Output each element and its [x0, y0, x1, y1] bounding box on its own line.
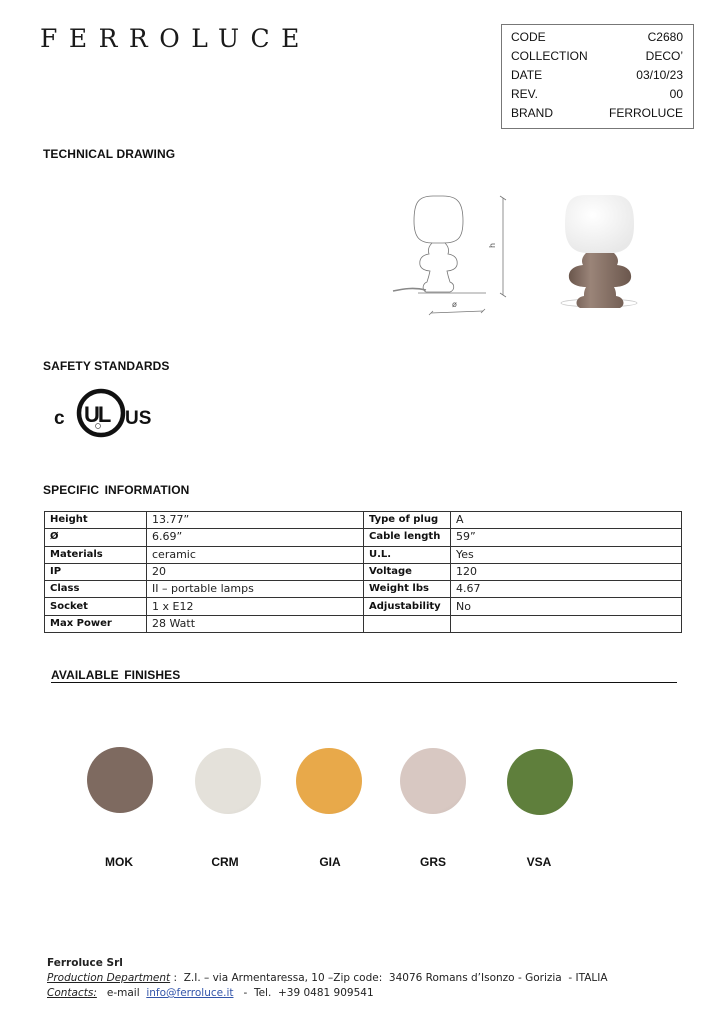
spec-value: 6.69” [147, 529, 364, 546]
spec-value: II – portable lamps [147, 581, 364, 598]
specifications-table [44, 511, 682, 633]
specific-information-heading: SPECIFIC INFORMATION [43, 483, 190, 497]
meta-label: CODE [511, 30, 546, 44]
finish-swatch-mok [87, 747, 153, 813]
ul-logo-c: c [54, 408, 65, 429]
email-link[interactable]: info@ferroluce.it [146, 987, 234, 999]
spec-label: Materials [45, 546, 147, 563]
spec-value: A [451, 512, 682, 529]
ul-logo-mark: UL [84, 402, 110, 427]
diameter-dimension-label: ø [452, 300, 457, 309]
production-department-label: Production Department [47, 972, 171, 984]
finish-label-mok: MOK [105, 855, 133, 869]
meta-label: COLLECTION [511, 49, 588, 63]
spec-value: 28 Watt [147, 615, 364, 632]
spec-label: Type of plug [364, 512, 451, 529]
spec-value: No [451, 598, 682, 615]
spec-label: Cable length [364, 529, 451, 546]
spec-value: 4.67 [451, 581, 682, 598]
table-row [45, 546, 682, 563]
lamp-line-drawing [388, 183, 510, 323]
ul-certification-logo [51, 385, 151, 441]
spec-label [364, 615, 451, 632]
spec-value [451, 615, 682, 632]
spec-value: 1 x E12 [147, 598, 364, 615]
spec-value: 20 [147, 563, 364, 580]
spec-label: IP [45, 563, 147, 580]
meta-value: C2680 [647, 30, 683, 44]
document-meta-box [501, 24, 694, 129]
spec-label: Height [45, 512, 147, 529]
email-prefix: e-mail [96, 987, 147, 999]
phone-number: - Tel. +39 0481 909541 [233, 987, 374, 999]
production-line [47, 971, 608, 986]
spec-value: ceramic [147, 546, 364, 563]
spec-label: Class [45, 581, 147, 598]
spec-label: U.L. [364, 546, 451, 563]
table-row [45, 598, 682, 615]
spec-label: Voltage [364, 563, 451, 580]
meta-row-code [511, 28, 683, 47]
table-row [45, 581, 682, 598]
contacts-line [47, 986, 608, 1001]
height-dimension-label: h [488, 242, 497, 248]
table-row [45, 563, 682, 580]
meta-label: DATE [511, 68, 543, 82]
finish-swatch-crm [195, 748, 261, 814]
spec-label: Adjustability [364, 598, 451, 615]
finish-swatch-gia [296, 748, 362, 814]
finish-label-vsa: VSA [526, 855, 552, 869]
meta-row-rev [511, 85, 683, 104]
meta-label: BRAND [511, 106, 554, 120]
technical-drawing-heading: TECHNICAL DRAWING [43, 147, 176, 161]
table-row [45, 529, 682, 546]
meta-value: 03/10/23 [636, 68, 683, 82]
finish-label-grs: GRS [419, 855, 446, 869]
finish-label-crm: CRM [211, 855, 239, 869]
meta-value: 00 [669, 87, 683, 101]
spec-label: Weight lbs [364, 581, 451, 598]
production-address: : Z.I. – via Armentaressa, 10 –Zip code: 34076 Romans d’Isonzo - Gorizia - ITALIA [170, 972, 608, 984]
lamp-product-photo [548, 175, 656, 317]
meta-row-collection [511, 47, 683, 66]
spec-label: Max Power [45, 615, 147, 632]
spec-value: 120 [451, 563, 682, 580]
spec-label: Socket [45, 598, 147, 615]
finishes-divider [51, 682, 677, 683]
footer [47, 956, 608, 1001]
available-finishes-heading: AVAILABLE FINISHES [51, 668, 181, 682]
finish-label-gia: GIA [319, 855, 341, 869]
meta-value: DECO’ [645, 49, 683, 63]
finish-swatch-vsa [507, 749, 573, 815]
spec-value: Yes [451, 546, 682, 563]
spec-value: 13.77” [147, 512, 364, 529]
table-row [45, 615, 682, 632]
meta-row-date [511, 66, 683, 85]
meta-label: REV. [511, 87, 538, 101]
safety-standards-heading: SAFETY STANDARDS [43, 359, 170, 373]
meta-value: FERROLUCE [608, 106, 683, 120]
finish-swatch-grs [400, 748, 466, 814]
contacts-label: Contacts: [47, 987, 97, 999]
spec-value: 59” [451, 529, 682, 546]
meta-row-brand [511, 104, 683, 123]
ul-logo-us: US [125, 408, 151, 429]
spec-label: Ø [45, 529, 147, 546]
table-row [45, 512, 682, 529]
company-name: Ferroluce Srl [47, 957, 123, 969]
brand-logo: FERROLUCE [40, 24, 311, 53]
